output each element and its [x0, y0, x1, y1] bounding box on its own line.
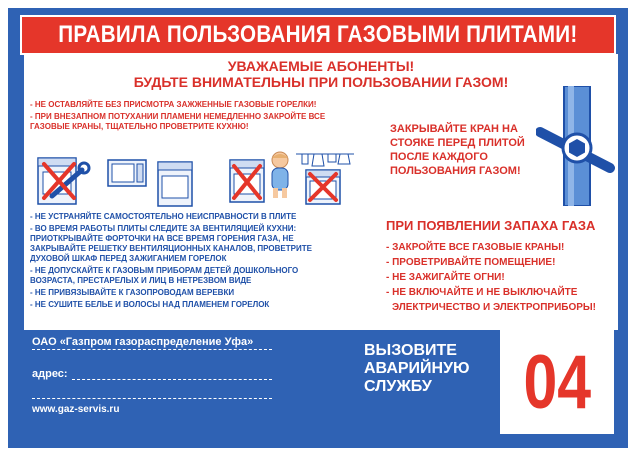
gas-pipe-valve-icon — [536, 86, 616, 206]
oven-icon — [154, 158, 198, 208]
illustrations — [30, 148, 360, 208]
smell-list — [386, 240, 618, 315]
rule-item: - ПРИ ВНЕЗАПНОМ ПОТУХАНИИ ПЛАМЕНИ НЕМЕДЛЕННО ЗАКРОЙТЕ ВСЕ ГАЗОВЫЕ КРАНЫ, ТЩАТЕЛЬНО ПРОВЕТРИТЕ КУХНЮ! — [30, 112, 326, 131]
main-panel — [24, 54, 618, 330]
emergency-number-badge — [500, 330, 614, 434]
smell-title: ПРИ ПОЯВЛЕНИИ ЗАПАХА ГАЗА — [386, 218, 596, 233]
headline-line2: БУДЬТЕ ВНИМАТЕЛЬНЫ ПРИ ПОЛЬЗОВАНИИ ГАЗОМ! — [133, 74, 509, 90]
microwave-icon — [106, 152, 150, 192]
emergency-block — [348, 324, 618, 444]
page-title: ПРАВИЛА ПОЛЬЗОВАНИЯ ГАЗОВЫМИ ПЛИТАМИ! — [58, 21, 578, 48]
poster — [8, 8, 628, 448]
emergency-line1: ВЫЗОВИТЕ — [364, 342, 457, 359]
valve-instruction: ЗАКРЫВАЙТЕ КРАН НА СТОЯКЕ ПЕРЕД ПЛИТОЙ ПОСЛЕ КАЖДОГО ПОЛЬЗОВАНИЯ ГАЗОМ! — [390, 123, 525, 177]
smell-item: - НЕ ЗАЖИГАЙТЕ ОГНИ! — [386, 272, 505, 283]
smell-item: - ПРОВЕТРИВАЙТЕ ПОМЕЩЕНИЕ! — [386, 257, 556, 268]
rule-item: - НЕ ПРИВЯЗЫВАЙТЕ К ГАЗОПРОВОДАМ ВЕРЕВКИ — [30, 288, 235, 297]
rules-blue — [30, 212, 340, 312]
rule-item: - НЕ ДОПУСКАЙТЕ К ГАЗОВЫМ ПРИБОРАМ ДЕТЕЙ ДОШКОЛЬНОГО ВОЗРАСТА, ПРЕСТАРЕЛЫХ И ЛИЦ В НЕТРЕЗВОМ ВИДЕ — [30, 266, 299, 285]
address-label: адрес: — [32, 368, 68, 380]
title-banner — [20, 15, 616, 55]
smell-item: - ЗАКРОЙТЕ ВСЕ ГАЗОВЫЕ КРАНЫ! — [386, 242, 565, 253]
address-line-2 — [32, 398, 272, 399]
headline-line1: УВАЖАЕМЫЕ АБОНЕНТЫ! — [227, 58, 415, 74]
footer-info — [24, 332, 342, 440]
rule-item: - НЕ ОСТАВЛЯЙТЕ БЕЗ ПРИСМОТРА ЗАЖЖЕННЫЕ ГАЗОВЫЕ ГОРЕЛКИ! — [30, 100, 317, 109]
website-link[interactable]: www.gaz-servis.ru — [32, 404, 120, 415]
rule-item: - НЕ СУШИТЕ БЕЛЬЕ И ВОЛОСЫ НАД ПЛАМЕНЕМ ГОРЕЛОК — [30, 300, 270, 309]
stove-wrench-icon — [34, 152, 96, 208]
address-line — [72, 379, 272, 380]
emergency-text — [364, 342, 470, 396]
laundry-stove-icon — [292, 148, 358, 206]
emergency-line2: АВАРИЙНУЮ — [364, 360, 470, 377]
smell-item: ЭЛЕКТРИЧЕСТВО И ЭЛЕКТРОПРИБОРЫ! — [392, 302, 597, 313]
baby-icon — [266, 150, 294, 200]
rules-red — [30, 100, 350, 134]
org-name: ОАО «Газпром газораспределение Уфа» — [32, 336, 254, 348]
org-underline — [32, 349, 272, 350]
emergency-number: 04 — [523, 339, 591, 425]
smell-item: - НЕ ВКЛЮЧАЙТЕ И НЕ ВЫКЛЮЧАЙТЕ — [386, 287, 578, 298]
emergency-line3: СЛУЖБУ — [364, 378, 432, 395]
rule-item: - ВО ВРЕМЯ РАБОТЫ ПЛИТЫ СЛЕДИТЕ ЗА ВЕНТИЛЯЦИЕЙ КУХНИ: ПРИОТКРЫВАЙТЕ ФОРТОЧКИ НА ВСЕ ВРЕМЯ ГОРЕНИЯ ГАЗА, НЕ ЗАКРЫВАЙТЕ РЕШЕТКУ ВЕНТИЛЯЦИОННЫХ КАНАЛОВ, ПРОВЕТРИТЕ ДУХОВОЙ ШКАФ ПЕРЕД ЗАЖИГАНИЕМ ГОРЕЛОК — [30, 224, 312, 263]
headline — [24, 58, 618, 90]
stove-child-icon — [226, 154, 270, 206]
rule-item: - НЕ УСТРАНЯЙТЕ САМОСТОЯТЕЛЬНО НЕИСПРАВНОСТИ В ПЛИТЕ — [30, 212, 297, 221]
